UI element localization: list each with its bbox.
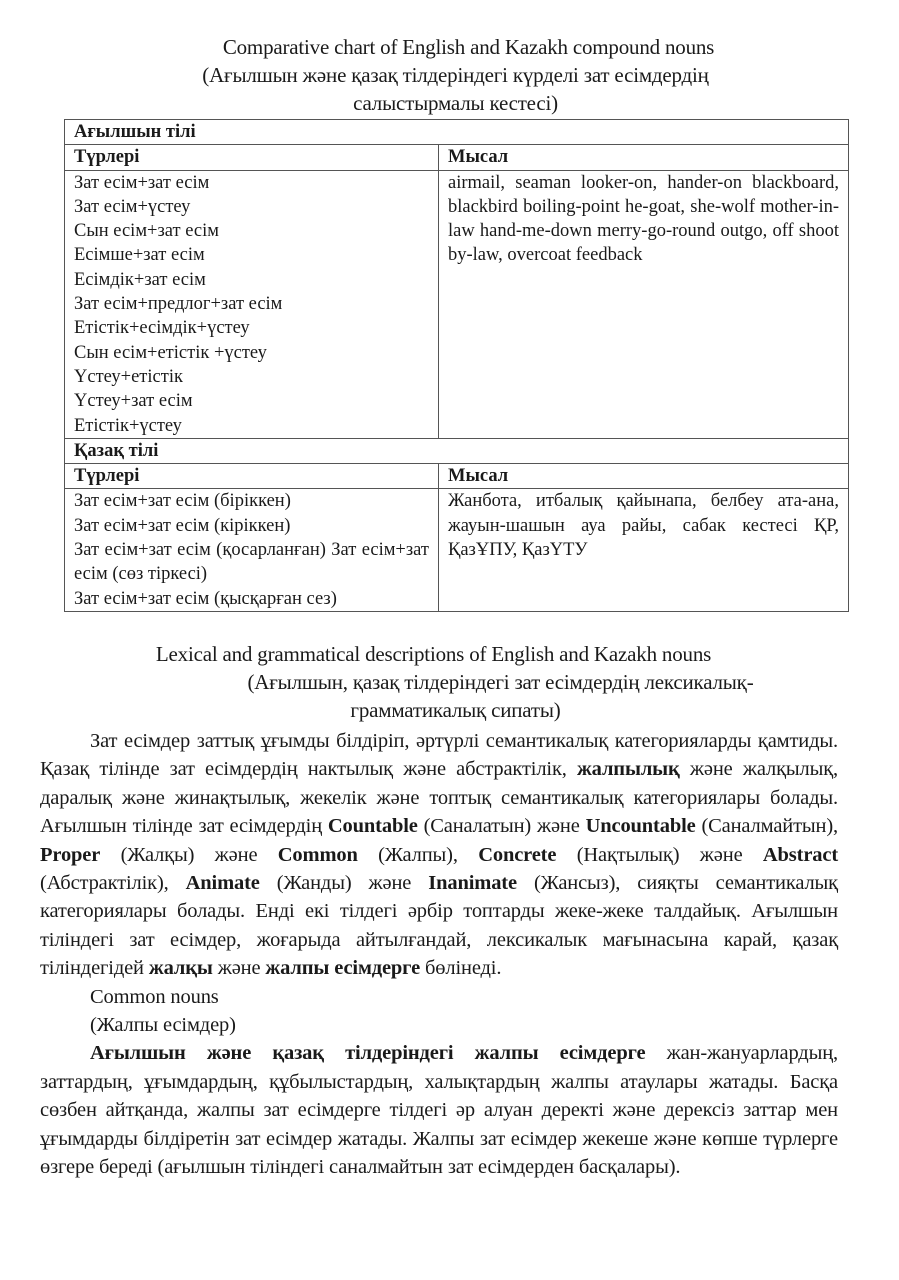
bold-term: Uncountable xyxy=(585,815,696,838)
type-item: Зат есім+зат есім xyxy=(74,172,210,193)
text-run: (Саналмайтын), xyxy=(695,815,838,838)
type-item: Есімше+зат есім xyxy=(74,245,205,266)
paragraph-semantic-categories xyxy=(40,727,838,983)
type-item: Етістік+есімдік+үстеу xyxy=(74,318,250,339)
english-examples-header: Мысал xyxy=(439,145,849,170)
type-item: Есімдік+зат есім xyxy=(74,269,206,290)
kazakh-examples-cell: Жанбота, итбалық қайынапа, белбеу ата-ана, жауын-шашын ауа райы, сабак кестесі ҚР, ҚазҰПУ, ҚазҮТУ xyxy=(439,489,849,612)
english-section-row xyxy=(65,120,849,145)
text-run: (Абстрактілік), xyxy=(40,872,186,895)
english-types-header: Түрлері xyxy=(65,145,439,170)
type-item: Зат есім+зат есім (қосарланған) Зат есім+зат есім (сөз тіркесі) xyxy=(74,540,429,585)
bold-term: Abstract xyxy=(762,843,838,866)
type-item: Зат есім+үстеу xyxy=(74,196,191,217)
subheading-common-nouns-kazakh: (Жалпы есімдер) xyxy=(90,1014,236,1037)
kazakh-types-cell xyxy=(65,489,439,612)
section-title-kazakh-line1: (Ағылшын, қазақ тілдеріндегі зат есімдердің лексикалық- xyxy=(247,670,754,694)
bold-term: Inanimate xyxy=(428,872,517,895)
bold-term: Animate xyxy=(185,872,260,895)
bold-term: Countable xyxy=(327,815,418,838)
paragraph-common-nouns xyxy=(40,1039,838,1181)
compound-nouns-table xyxy=(64,119,849,612)
english-examples-cell: airmail, seaman looker-on, hander-on blackboard, blackbird boiling-point he-goat, she-wolf mother-in-law hand-me-down merry-go-round outgo, off shoot by-law, overcoat feedback xyxy=(439,170,849,438)
text-run: және xyxy=(212,957,266,980)
bold-term: Ағылшын және қазақ тілдеріндегі жалпы есімдерге xyxy=(90,1042,646,1065)
section-title xyxy=(64,640,847,724)
type-item: Зат есім+зат есім (біріккен) xyxy=(74,491,291,512)
kazakh-section-header: Қазақ тілі xyxy=(65,438,849,463)
type-item: Зат есім+зат есім (кіріккен) xyxy=(74,515,291,536)
kazakh-column-header-row xyxy=(65,464,849,489)
english-section-header: Ағылшын тілі xyxy=(65,120,849,145)
english-content-row xyxy=(65,170,849,438)
subheading-common-nouns: Common nouns xyxy=(90,985,219,1008)
type-item: Етістік+үстеу xyxy=(74,415,182,436)
bold-term: Common xyxy=(277,843,358,866)
text-run: (Нақтылық) және xyxy=(556,843,763,866)
kazakh-examples-header: Мысал xyxy=(439,464,849,489)
body-text xyxy=(40,727,838,1182)
chart-title xyxy=(64,33,847,117)
chart-title-kazakh-line2: салыстырмалы кестесі) xyxy=(353,91,558,115)
english-types-cell xyxy=(65,170,439,438)
bold-term: Concrete xyxy=(478,843,557,866)
kazakh-types-header: Түрлері xyxy=(65,464,439,489)
text-run: (Жалпы), xyxy=(357,843,479,866)
english-column-header-row xyxy=(65,145,849,170)
type-item: Зат есім+зат есім (қысқарған сез) xyxy=(74,588,337,609)
bold-term: Proper xyxy=(40,843,101,866)
text-run: (Жансыз), сияқты семантикалық категориялары болады. Енді екі тілдегі әрбір топтарды жеке-жеке талдайық. Ағылшын тіліндегі зат есімдер, жоғарыда айтылғандай, лексикалык мағынасына карай, қазақ тіліндегідей xyxy=(40,872,838,980)
kazakh-content-row xyxy=(65,489,849,612)
chart-title-kazakh-line1: (Ағылшын және қазақ тілдеріндегі күрделі зат есімдердің xyxy=(202,63,709,87)
section-title-kazakh-line2: грамматикалық сипаты) xyxy=(350,698,561,722)
kazakh-section-row xyxy=(65,438,849,463)
text-run: бөлінеді. xyxy=(420,957,502,980)
chart-title-english: Comparative chart of English and Kazakh compound nouns xyxy=(222,35,715,59)
type-item: Үстеу+зат есім xyxy=(74,391,193,412)
text-run: және жалқылық, даралық және жинақтылық, жекелік және топтық семантикалық категориялары болады. Ағылшын тілінде зат есімдердің xyxy=(40,758,838,838)
text-run: (Жанды) және xyxy=(259,872,429,895)
bold-term: жалқы xyxy=(148,957,213,980)
type-item: Сын есім+зат есім xyxy=(74,221,219,242)
text-run: (Саналатын) және xyxy=(417,815,586,838)
text-run: (Жалқы) және xyxy=(100,843,278,866)
text-run: жан-жануарлардың, заттардың, ұғымдардың, құбылыстардың, халықтардың жалпы атаулары жатады. Басқа сөзбен айтқанда, жалпы зат есімдерге тілдегі әр алуан деректі және дерексіз заттар мен ұғымдарды білдіретін зат есімдер жатады. Жалпы зат есімдер жекеше және көпше түрлерге өзгере береді (ағылшын тіліндегі саналмайтын зат есімдерден басқалары). xyxy=(40,1042,838,1179)
bold-term: жалпылық xyxy=(576,758,680,781)
type-item: Зат есім+предлог+зат есім xyxy=(74,294,283,315)
text-run: Зат есімдер заттық ұғымды білдіріп, әртүрлі семантикалық категорияларды қамтиды. Қазақ тілінде зат есімдердің нактылық және абстрактілік, xyxy=(40,730,838,781)
section-title-english: Lexical and grammatical descriptions of English and Kazakh nouns xyxy=(155,642,712,666)
bold-term: жалпы есімдерге xyxy=(265,957,421,980)
type-item: Үстеу+етістік xyxy=(74,366,183,387)
type-item: Сын есім+етістік +үстеу xyxy=(74,342,267,363)
